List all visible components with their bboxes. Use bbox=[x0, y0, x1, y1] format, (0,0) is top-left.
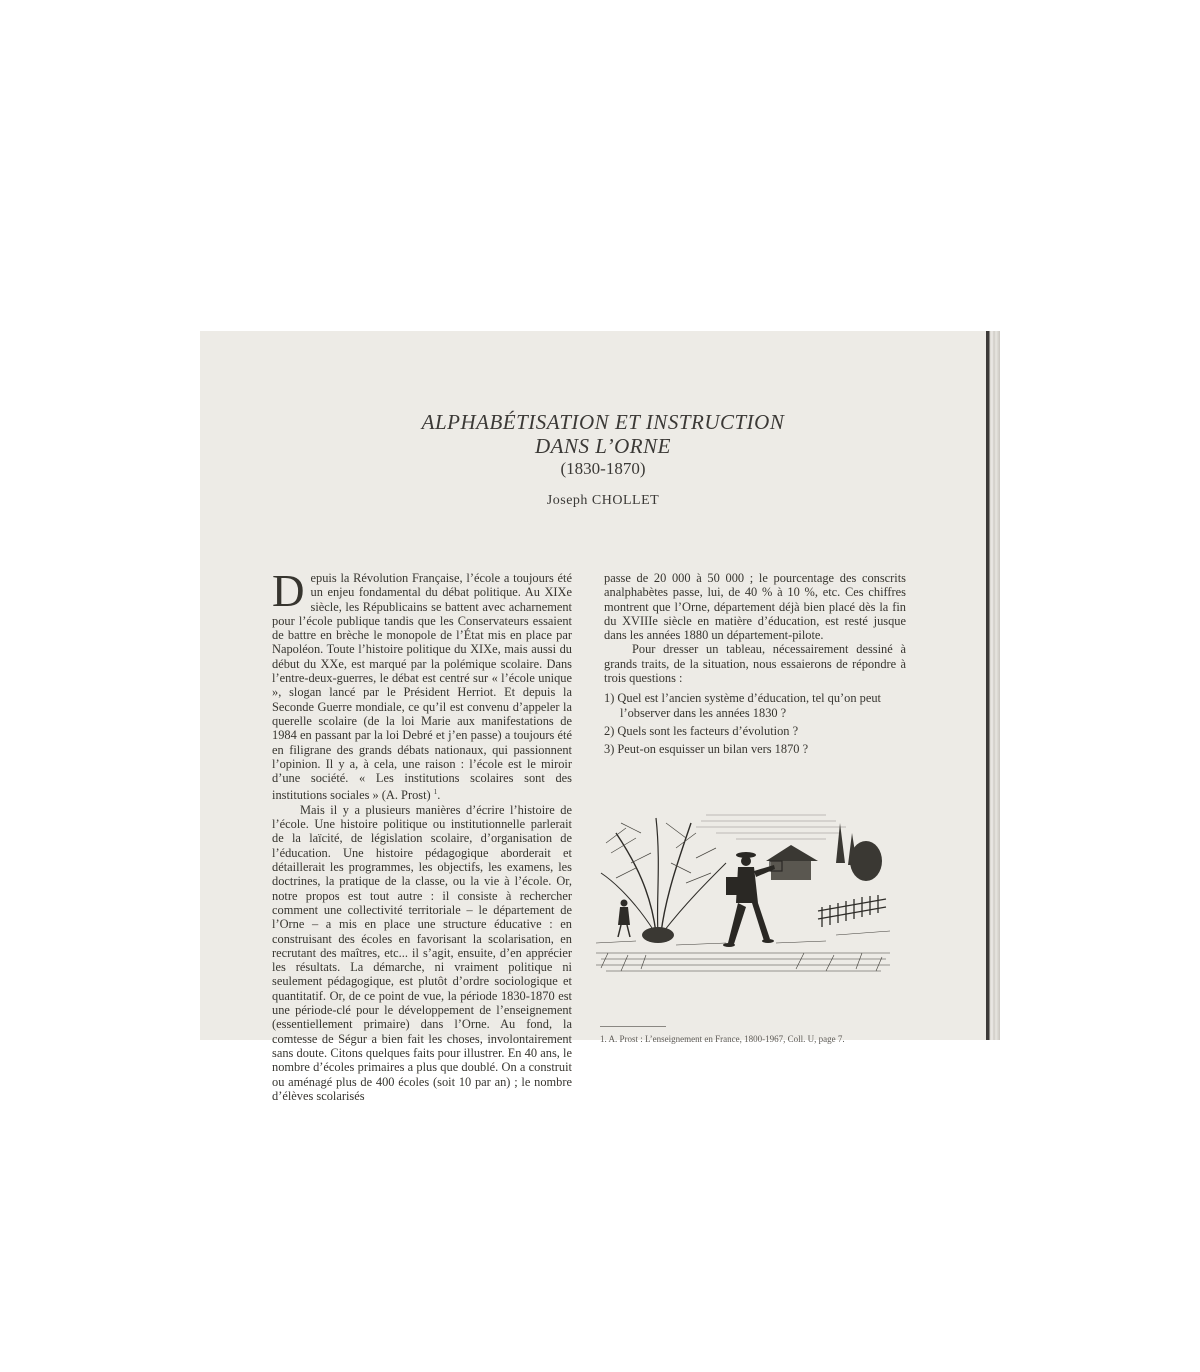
question-item: 1) Quel est l’ancien système d’éducation, tel qu’on peut l’observer dans les années 1830 ? bbox=[604, 691, 881, 720]
intro-paragraph: Depuis la Révolution Française, l’école a toujours été un enjeu fondamental du débat politique. Au XIXe siècle, les Républicains se battent avec acharnement pour l’école publique tandis que les Conservateurs essaient de battre en brèche le monopole de l’État mis en place par Napoléon. Toute l’histoire politique du XIXe, mais aussi du début du XXe, est marqué par la polémique scolaire. Dans l’entre-deux-guerres, le débat est centré sur « l’école unique », slogan lancé par le Président Herriot. Et depuis la Seconde Guerre mondiale, ce qu’il est convenu d’appeler la querelle scolaire (de la loi Marie aux manifestations de 1984 en passant par la loi Debré et j’en passe) a toujours été en filigrane des grands débats nationaux, qui passionnent l’opinion. Il y a, à cela, une raison : l’école est le miroir d’une société. « Les institutions scolaires sont des institutions sociales » (A. Prost) $^1$. bbox=[272, 566, 572, 803]
right-column bbox=[604, 571, 906, 761]
left-column bbox=[272, 566, 572, 1103]
article-title-line-2: DANS L’ORNE bbox=[535, 434, 671, 458]
question-item: 2) Quels sont les facteurs d’évolution ? bbox=[604, 723, 799, 738]
second-paragraph: Mais il y a plusieurs manières d’écrire l’histoire de l’école. Une histoire politique ou institutionnelle parlerait de la laïcité, de législation scolaire, d’organisation de l’éducation. Une histoire pédagogique aborderait et détaillerait les programmes, les objectifs, les examens, les doctrines, la pratique de la classe, ou la vie à l’école. Or, notre propos est tout autre : il consiste à rechercher comment une collectivité territoriale – le département de l’Orne – a mis en place une structure éducative : en construisant des écoles en favorisant la scolarisation, en recrutant des maîtres, etc... il s’agit, ensuite, d’en apprécier les résultats. La démarche, ni vraiment politique ni seulement pédagogique, est plutôt d’ordre sociologique et quantitatif. Or, de ce point de vue, la période 1830-1870 est une période-clé pour le développement de l’enseignement (essentiellement primaire) dans l’Orne. Au fond, la comtesse de Ségur a bien fait les choses, involontairement sans doute. Citons quelques faits pour illustrer. En 40 ans, le nombre d’écoles primaires a plus que doublé. On a construit ou aménagé plus de 400 écoles (soit 10 par an) ; le nombre d’élèves scolarisés bbox=[272, 802, 572, 1103]
article-dates: (1830-1870) bbox=[560, 459, 646, 478]
questions-intro: Pour dresser un tableau, nécessairement dessiné à grands traits, de la situation, nous essaierons de répondre à trois questions : bbox=[604, 642, 906, 686]
engraving-illustration bbox=[596, 803, 890, 975]
footnote-separator bbox=[600, 1026, 666, 1027]
footnote: 1. A. Prost : L’enseignement en France, 1800-1967, Coll. U, page 7. bbox=[600, 1034, 845, 1044]
article-author: Joseph CHOLLET bbox=[546, 493, 660, 508]
question-item: 3) Peut-on esquisser un bilan vers 1870 ? bbox=[604, 742, 809, 757]
questions-list bbox=[604, 691, 906, 756]
drop-cap: D bbox=[272, 566, 305, 616]
article-title-line-1: ALPHABÉTISATION ET INSTRUCTION bbox=[421, 410, 785, 434]
continued-paragraph: passe de 20 000 à 50 000 ; le pourcentage des conscrits analphabètes passe, lui, de 40 % à 10 %, etc. Ces chiffres montrent que l’Orne, département déjà bien placé dès la fin du XVIIIe siècle en matière d’éducation, est resté jusque dans les années 1880 un département-pilote. bbox=[604, 571, 906, 643]
book-page bbox=[200, 331, 986, 1103]
footnote-ref: 1 bbox=[433, 788, 438, 797]
page-edge-binding bbox=[986, 331, 1000, 1040]
intro-text: epuis la Révolution Française, l’école a toujours été un enjeu fondamental du débat politique. Au XIXe siècle, les Républicains se battent avec acharnement pour l’école publique tandis que les Conservateurs essaient de battre en brèche le monopole de l’État mis en place par Napoléon. Toute l’histoire politique du XIXe, mais aussi du début du XXe, est marqué par la polémique scolaire. Dans l’entre-deux-guerres, le débat est centré sur « l’école unique », slogan lancé par le Président Herriot. Et depuis la Seconde Guerre mondiale, ce qu’il est convenu d’appeler la querelle scolaire (de la loi Marie aux manifestations de 1984 en passant par la loi Debré et j’en passe) a toujours été en filigrane des grands débats nationaux, qui passionnent l’opinion. Il y a, à cela, une raison : l’école est le miroir d’une société. « Les institutions scolaires sont des institutions sociales » (A. Prost) bbox=[272, 571, 572, 803]
